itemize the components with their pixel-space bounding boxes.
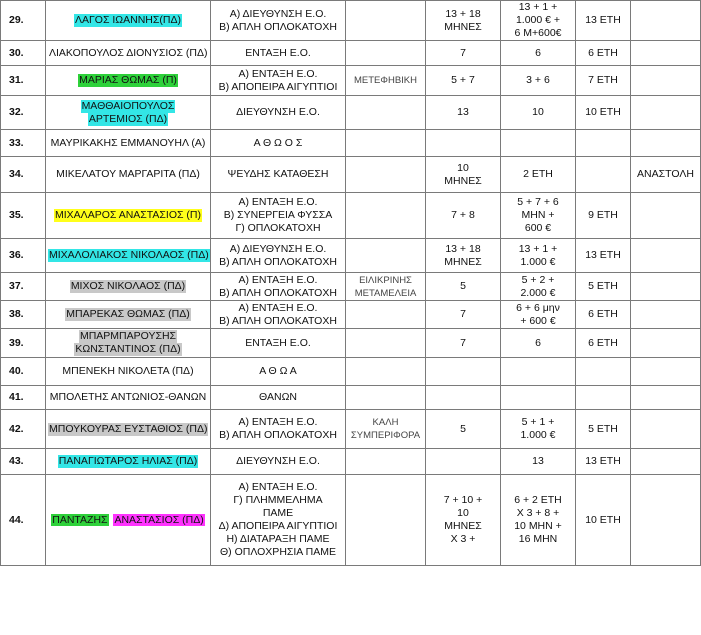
total-cell-line: 7 ΕΤΗ	[588, 74, 618, 86]
total-cell-line: 6 ΕΤΗ	[588, 336, 618, 349]
total-cell	[576, 358, 631, 386]
charges-cell	[211, 475, 346, 566]
table-row	[1, 96, 701, 130]
row-number: 41.	[1, 386, 46, 410]
row-number: 34.	[1, 157, 46, 193]
sentence-cell	[501, 130, 576, 157]
name-part: ΜΙΧΑΛΑΡΟΣ ΑΝΑΣΤΑΣΙΟΣ (Π)	[55, 209, 201, 221]
total-cell	[576, 449, 631, 475]
name-part: ΚΩΝΣΤΑΝΤΙΝΟΣ (ΠΔ)	[75, 343, 181, 355]
charges-cell-line: Α) ΕΝΤΑΞΗ Ε.Ο.	[238, 196, 318, 208]
sentence-cell-line: 6	[535, 336, 541, 349]
total-cell	[576, 130, 631, 157]
charges-cell-line: Γ) ΠΛΗΜΜΕΛΗΜΑ	[233, 494, 323, 506]
defendant-name	[46, 193, 211, 239]
mitigating-cell-line: ΣΥΜΠΕΡΙΦΟΡΑ	[350, 430, 421, 441]
name-part: ΛΑΓΟΣ ΙΩΑΝΝΗΣ(ΠΔ)	[75, 14, 181, 26]
charges-cell-line: ΠΑΜΕ	[262, 507, 294, 519]
proposed-cell	[426, 193, 501, 239]
sentence-cell	[501, 386, 576, 410]
note-cell	[631, 329, 701, 358]
name-part: ΜΠΑΡΕΚΑΣ ΘΩΜΑΣ (ΠΔ)	[66, 308, 190, 320]
sentence-cell-line: 1.000 €	[520, 255, 556, 268]
note-cell	[631, 475, 701, 566]
mitigating-cell	[346, 273, 426, 301]
proposed-cell	[426, 273, 501, 301]
sentence-cell-line: 600 €	[524, 222, 552, 234]
table-row	[1, 449, 701, 475]
proposed-cell	[426, 66, 501, 96]
name-part: ΜΑΥΡΙΚΑΚΗΣ ΕΜΜΑΝΟΥΗΛ (Α)	[50, 136, 206, 149]
mitigating-cell	[346, 157, 426, 193]
charges-cell-line: Β) ΑΠΛΗ ΟΠΛΟΚΑΤΟΧΗ	[219, 429, 337, 441]
note-cell	[631, 193, 701, 239]
sentence-cell	[501, 273, 576, 301]
proposed-cell-line: 7 + 8	[451, 209, 475, 221]
sentence-cell	[501, 239, 576, 273]
proposed-cell-line: 7 + 10 +	[443, 494, 483, 506]
sentence-cell	[501, 193, 576, 239]
note-cell	[631, 358, 701, 386]
row-number: 43.	[1, 449, 46, 475]
name-part: ΑΝΑΣΤΑΣΙΟΣ (ΠΔ)	[114, 513, 204, 526]
sentence-cell-line: 10 ΜΗΝ +	[514, 520, 562, 532]
defendant-name	[46, 449, 211, 475]
charges-cell	[211, 273, 346, 301]
charges-cell	[211, 358, 346, 386]
sentence-cell-line: 5 + 1 +	[521, 416, 555, 428]
proposed-cell	[426, 386, 501, 410]
total-cell	[576, 329, 631, 358]
note-cell	[631, 273, 701, 301]
charges-cell-line: ΔΙΕΥΘΥΝΣΗ Ε.Ο.	[236, 106, 320, 118]
proposed-cell	[426, 96, 501, 130]
defendant-name	[46, 66, 211, 96]
name-part: ΜΙΚΕΛΑΤΟΥ ΜΑΡΓΑΡΙΤΑ (ΠΔ)	[56, 168, 200, 180]
sentence-cell-line: 5 + 2 +	[521, 273, 555, 286]
mitigating-cell	[346, 386, 426, 410]
defendant-name	[46, 1, 211, 41]
proposed-cell-line: ΜΗΝΕΣ	[444, 20, 482, 33]
proposed-cell	[426, 239, 501, 273]
sentence-cell-line: ΜΗΝ +	[521, 209, 555, 221]
proposed-cell-line: ΜΗΝΕΣ	[444, 520, 482, 532]
proposed-cell	[426, 475, 501, 566]
proposed-cell	[426, 41, 501, 66]
proposed-cell	[426, 130, 501, 157]
total-cell	[576, 157, 631, 193]
charges-cell-line: Β) ΣΥΝΕΡΓΕΙΑ ΦΥΣΣΑ	[223, 209, 333, 221]
sentence-cell	[501, 157, 576, 193]
table-body	[1, 1, 701, 566]
row-number: 30.	[1, 41, 46, 66]
charges-cell-line: ΕΝΤΑΞΗ Ε.Ο.	[245, 336, 311, 349]
sentence-cell-line: 6 Μ+600€	[514, 27, 562, 39]
proposed-cell	[426, 410, 501, 449]
name-part: ΜΑΘΘΑΙΟΠΟΥΛΟΣ	[81, 99, 175, 112]
note-cell	[631, 66, 701, 96]
sentence-cell	[501, 475, 576, 566]
sentence-cell-line: 13 + 1 +	[518, 1, 558, 13]
charges-cell-line: Θ) ΟΠΛΟΧΡΗΣΙΑ ΠΑΜΕ	[220, 546, 336, 558]
sentence-cell	[501, 66, 576, 96]
charges-cell-line: Α) ΕΝΤΑΞΗ Ε.Ο.	[238, 273, 318, 286]
mitigating-cell	[346, 410, 426, 449]
charges-cell-line: Α) ΕΝΤΑΞΗ Ε.Ο.	[238, 416, 318, 428]
mitigating-cell	[346, 193, 426, 239]
charges-cell	[211, 410, 346, 449]
sentence-cell-line: 6 + 2 ΕΤΗ	[514, 494, 562, 506]
total-cell-line: 13 ΕΤΗ	[585, 455, 621, 467]
table-row	[1, 130, 701, 157]
mitigating-cell	[346, 449, 426, 475]
proposed-cell	[426, 449, 501, 475]
table-row	[1, 386, 701, 410]
mitigating-cell-line: ΚΑΛΗ	[372, 417, 399, 428]
row-number: 40.	[1, 358, 46, 386]
proposed-cell-line: 7	[460, 336, 466, 349]
sentence-cell	[501, 449, 576, 475]
mitigating-cell	[346, 329, 426, 358]
proposed-cell-line: 10	[457, 161, 469, 174]
sentence-cell-line: 2.000 €	[520, 286, 556, 299]
row-number: 36.	[1, 239, 46, 273]
name-part: ΑΡΤΕΜΙΟΣ (ΠΔ)	[88, 112, 168, 125]
proposed-cell-line: 5 + 7	[451, 74, 475, 86]
charges-cell-line: Β) ΑΠΛΗ ΟΠΛΟΚΑΤΟΧΗ	[219, 286, 337, 299]
sentence-cell-line: 6	[535, 46, 541, 59]
total-cell	[576, 96, 631, 130]
sentence-cell-line: 13 + 1 +	[518, 242, 558, 255]
charges-cell-line: Δ) ΑΠΟΠΕΙΡΑ ΑΙΓΥΠΤΙΟΙ	[218, 520, 338, 532]
sentence-cell-line: 16 ΜΗΝ	[518, 533, 558, 545]
sentence-cell-line: 3 + 6	[526, 74, 550, 86]
sentence-cell	[501, 329, 576, 358]
charges-cell	[211, 41, 346, 66]
charges-cell-line: Η) ΔΙΑΤΑΡΑΞΗ ΠΑΜΕ	[226, 533, 330, 545]
note-cell	[631, 157, 701, 193]
charges-cell	[211, 329, 346, 358]
sentence-cell-line: 1.000 € +	[515, 14, 561, 26]
charges-cell-line: Α Θ Ω Ο Σ	[253, 136, 303, 149]
name-part: ΠΑΝΤΑΖΗΣ	[52, 513, 108, 526]
charges-cell-line: Β) ΑΠΟΠΕΙΡΑ ΑΙΓΥΠΤΙΟΙ	[218, 80, 338, 93]
mitigating-cell	[346, 239, 426, 273]
table-row	[1, 1, 701, 41]
mitigating-cell	[346, 96, 426, 130]
charges-cell	[211, 239, 346, 273]
proposed-cell-line: 13 + 18	[445, 7, 481, 20]
defendant-name	[46, 273, 211, 301]
proposed-cell-line: Χ 3 +	[450, 533, 476, 545]
defendant-name	[46, 358, 211, 386]
name-part: ΜΙΧΟΣ ΝΙΚΟΛΑΟΣ (ΠΔ)	[70, 280, 186, 292]
name-part: ΜΙΧΑΛΟΛΙΑΚΟΣ ΝΙΚΟΛΑΟΣ (ΠΔ)	[49, 249, 209, 261]
charges-cell	[211, 193, 346, 239]
mitigating-cell-line: ΜΕΤΕΦΗΒΙΚΗ	[353, 75, 417, 86]
total-cell	[576, 386, 631, 410]
note-cell	[631, 130, 701, 157]
total-cell-line: 10 ΕΤΗ	[585, 513, 621, 526]
sentence-cell	[501, 41, 576, 66]
charges-cell	[211, 66, 346, 96]
proposed-cell-line: 7	[460, 46, 466, 59]
note-cell	[631, 410, 701, 449]
charges-cell	[211, 96, 346, 130]
charges-cell	[211, 449, 346, 475]
charges-cell-line: Β) ΑΠΛΗ ΟΠΛΟΚΑΤΟΧΗ	[219, 255, 337, 268]
sentence-cell-line: + 600 €	[520, 314, 556, 327]
total-cell-line: 13 ΕΤΗ	[585, 249, 621, 261]
defendant-name	[46, 329, 211, 358]
total-cell	[576, 239, 631, 273]
sentence-cell	[501, 358, 576, 386]
charges-cell-line: Β) ΑΠΛΗ ΟΠΛΟΚΑΤΟΧΗ	[219, 314, 337, 327]
mitigating-cell	[346, 1, 426, 41]
mitigating-cell	[346, 475, 426, 566]
proposed-cell-line: 7	[460, 308, 466, 320]
proposed-cell	[426, 157, 501, 193]
name-part: ΜΠΟΛΕΤΗΣ ΑΝΤΩΝΙΟΣ-ΘΑΝΩΝ	[49, 391, 207, 403]
row-number: 32.	[1, 96, 46, 130]
charges-cell-line: Α Θ Ω Α	[259, 365, 297, 377]
total-cell	[576, 66, 631, 96]
defendant-name	[46, 239, 211, 273]
charges-cell	[211, 301, 346, 329]
defendant-name	[46, 157, 211, 193]
note-cell	[631, 96, 701, 130]
charges-cell-line: Α) ΕΝΤΑΞΗ Ε.Ο.	[238, 481, 318, 493]
charges-cell-line: Α) ΔΙΕΥΘΥΝΣΗ Ε.Ο.	[229, 7, 327, 20]
table-row	[1, 41, 701, 66]
sentence-cell	[501, 96, 576, 130]
charges-cell-line: Γ) ΟΠΛΟΚΑΤΟΧΗ	[235, 222, 321, 234]
charges-cell	[211, 130, 346, 157]
sentence-cell-line: Χ 3 + 8 +	[516, 507, 560, 519]
table-row	[1, 273, 701, 301]
table-row	[1, 329, 701, 358]
charges-cell-line: Α) ΕΝΤΑΞΗ Ε.Ο.	[238, 301, 318, 314]
note-cell	[631, 386, 701, 410]
mitigating-cell	[346, 41, 426, 66]
row-number: 29.	[1, 1, 46, 41]
table-row	[1, 66, 701, 96]
total-cell	[576, 41, 631, 66]
proposed-cell-line: ΜΗΝΕΣ	[444, 174, 482, 187]
proposed-cell-line: 5	[460, 280, 466, 292]
row-number: 42.	[1, 410, 46, 449]
total-cell	[576, 475, 631, 566]
name-part: ΜΠΑΡΜΠΑΡΟΥΣΗΣ	[79, 330, 177, 342]
total-cell	[576, 273, 631, 301]
charges-cell-line: Β) ΑΠΛΗ ΟΠΛΟΚΑΤΟΧΗ	[219, 20, 337, 33]
total-cell-line: 6 ΕΤΗ	[588, 46, 618, 59]
sentence-cell	[501, 410, 576, 449]
defendant-name	[46, 301, 211, 329]
note-cell-line: ΑΝΑΣΤΟΛΗ	[637, 168, 694, 180]
defendant-name	[46, 410, 211, 449]
sentence-cell-line: 6 + 6 μην	[516, 301, 560, 314]
mitigating-cell	[346, 130, 426, 157]
total-cell-line: 13 ΕΤΗ	[585, 14, 621, 26]
mitigating-cell-line: ΜΕΤΑΜΕΛΕΙΑ	[354, 287, 417, 299]
mitigating-cell	[346, 66, 426, 96]
table-row	[1, 301, 701, 329]
row-number: 33.	[1, 130, 46, 157]
charges-cell-line: ΔΙΕΥΘΥΝΣΗ Ε.Ο.	[236, 455, 320, 467]
total-cell	[576, 193, 631, 239]
charges-cell	[211, 1, 346, 41]
note-cell	[631, 301, 701, 329]
sentence-cell-line: 1.000 €	[520, 429, 556, 441]
defendant-name	[46, 96, 211, 130]
proposed-cell-line: 5	[460, 422, 466, 435]
charges-cell	[211, 386, 346, 410]
defendant-name	[46, 130, 211, 157]
row-number: 35.	[1, 193, 46, 239]
name-part: ΛΙΑΚΟΠΟΥΛΟΣ ΔΙΟΝΥΣΙΟΣ (ΠΔ)	[49, 46, 208, 59]
sentence-cell-line: 10	[532, 106, 544, 118]
sentence-cell-line: 13	[532, 455, 544, 467]
table-row	[1, 410, 701, 449]
sentence-cell	[501, 301, 576, 329]
total-cell	[576, 1, 631, 41]
total-cell	[576, 410, 631, 449]
total-cell-line: 5 ΕΤΗ	[588, 280, 618, 292]
proposed-cell	[426, 1, 501, 41]
mitigating-cell	[346, 301, 426, 329]
row-number: 37.	[1, 273, 46, 301]
charges-cell-line: ΨΕΥΔΗΣ ΚΑΤΑΘΕΣΗ	[227, 168, 329, 180]
proposed-cell-line: 13	[457, 106, 469, 118]
table-row	[1, 157, 701, 193]
proposed-cell-line: 13 + 18	[445, 242, 481, 255]
row-number: 39.	[1, 329, 46, 358]
charges-cell-line: Α) ΔΙΕΥΘΥΝΣΗ Ε.Ο.	[229, 242, 327, 255]
total-cell	[576, 301, 631, 329]
table-row	[1, 239, 701, 273]
row-number: 31.	[1, 66, 46, 96]
sentence-cell-line: 2 ΕΤΗ	[523, 168, 553, 180]
charges-cell-line: ΘΑΝΩΝ	[259, 391, 297, 403]
table-row	[1, 358, 701, 386]
row-number: 44.	[1, 475, 46, 566]
note-cell	[631, 41, 701, 66]
name-part: ΜΑΡΙΑΣ ΘΩΜΑΣ (Π)	[79, 74, 177, 86]
charges-cell	[211, 157, 346, 193]
proposed-cell	[426, 358, 501, 386]
name-part: ΠΑΝΑΓΙΩΤΑΡΟΣ ΗΛΙΑΣ (ΠΔ)	[58, 455, 198, 467]
charges-cell-line: ΕΝΤΑΞΗ Ε.Ο.	[245, 46, 311, 59]
mitigating-cell-line: ΕΙΛΙΚΡΙΝΗΣ	[359, 274, 412, 286]
name-part: ΜΠΟΥΚΟΥΡΑΣ ΕΥΣΤΑΘΙΟΣ (ΠΔ)	[49, 422, 208, 435]
note-cell	[631, 449, 701, 475]
total-cell-line: 5 ΕΤΗ	[588, 422, 618, 435]
mitigating-cell	[346, 358, 426, 386]
total-cell-line: 9 ΕΤΗ	[588, 209, 618, 221]
proposed-cell-line: 10	[457, 507, 469, 519]
table-row	[1, 475, 701, 566]
row-number: 38.	[1, 301, 46, 329]
note-cell	[631, 1, 701, 41]
sentence-cell-line: 5 + 7 + 6	[517, 196, 559, 208]
defendant-name	[46, 41, 211, 66]
table-row	[1, 193, 701, 239]
charges-cell-line: Α) ΕΝΤΑΞΗ Ε.Ο.	[238, 67, 318, 80]
note-cell	[631, 239, 701, 273]
sentence-cell	[501, 1, 576, 41]
defendant-name	[46, 386, 211, 410]
proposed-cell-line: ΜΗΝΕΣ	[444, 255, 482, 268]
defendant-name	[46, 475, 211, 566]
total-cell-line: 10 ΕΤΗ	[585, 106, 621, 118]
name-part: ΜΠΕΝΕΚΗ ΝΙΚΟΛΕΤΑ (ΠΔ)	[62, 365, 194, 377]
proposed-cell	[426, 329, 501, 358]
proposed-cell	[426, 301, 501, 329]
total-cell-line: 6 ΕΤΗ	[588, 308, 618, 320]
